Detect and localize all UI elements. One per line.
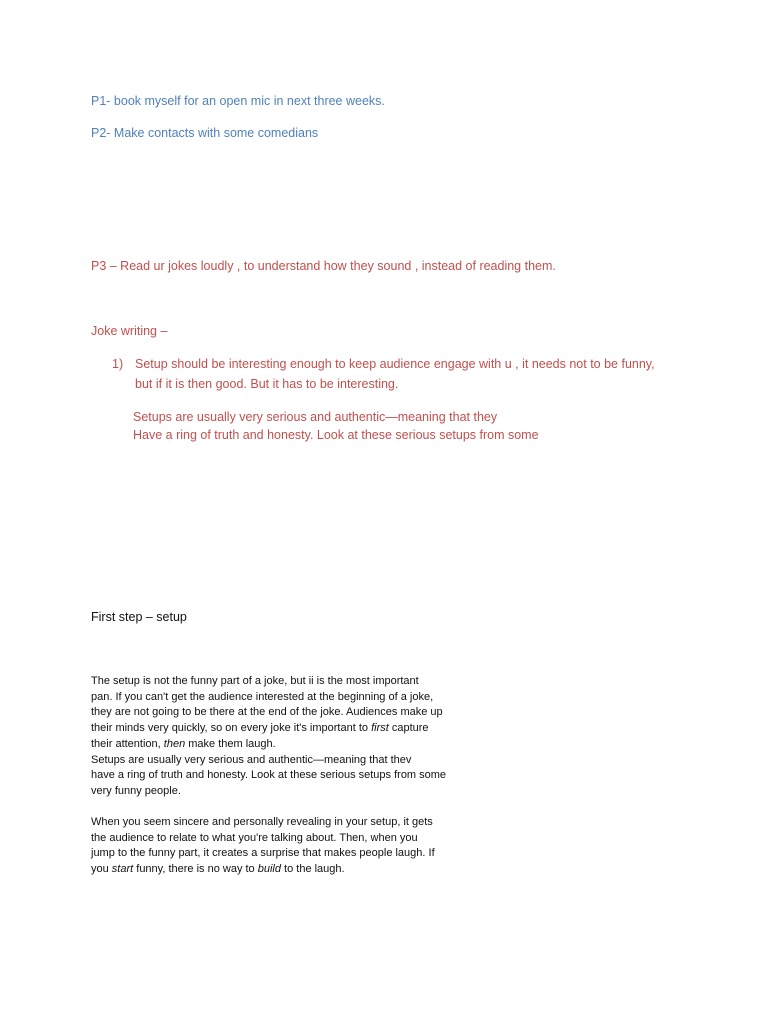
- paragraph-line: The setup is not the funny part of a joke, but ii is the most important: [91, 675, 419, 687]
- setup-paragraph-2: [91, 815, 471, 878]
- emphasis-then: then: [163, 737, 186, 750]
- setup-paragraph-1: [91, 674, 471, 800]
- list-item-text-line1: Setup should be interesting enough to keep audience engage with u , it needs not to be funny,: [135, 357, 655, 371]
- text-run: to the laugh.: [280, 863, 345, 876]
- paragraph-line: [91, 862, 471, 878]
- plan-item-p2: P2- Make contacts with some comedians: [91, 126, 319, 140]
- paragraph-line: [91, 721, 471, 737]
- paragraph-line: [91, 737, 471, 753]
- text-run: capture: [388, 722, 429, 735]
- text-run: their minds very quickly, so on every joke it's important to: [91, 722, 372, 735]
- list-number: 1): [112, 357, 124, 371]
- paragraph-line: very funny people.: [91, 784, 181, 797]
- text-run: their attention,: [91, 737, 164, 750]
- text-run: make them laugh.: [185, 737, 276, 750]
- text-run: you: [91, 863, 112, 876]
- plan-item-p1: P1- book myself for an open mic in next three weeks.: [91, 94, 385, 108]
- paragraph-line: jump to the funny part, it creates a surprise that makes people laugh. If: [91, 847, 435, 860]
- paragraph-line: Setups are usually very serious and authentic—meaning that thev: [91, 753, 412, 766]
- joke-writing-heading: Joke writing –: [91, 324, 168, 338]
- first-step-heading: First step – setup: [91, 610, 187, 624]
- paragraph-line: have a ring of truth and honesty. Look at these serious setups from some: [91, 769, 447, 782]
- emphasis-start: start: [111, 863, 134, 876]
- quote-line2: Have a ring of truth and honesty. Look at these serious setups from some: [133, 428, 539, 442]
- emphasis-first: first: [371, 722, 389, 735]
- paragraph-line: When you seem sincere and personally revealing in your setup, it gets: [91, 816, 433, 828]
- plan-item-p3: P3 – Read ur jokes loudly , to understand how they sound , instead of reading them.: [91, 259, 556, 273]
- list-item-text-line2: but if it is then good. But it has to be interesting.: [135, 377, 399, 391]
- text-run: funny, there is no way to: [133, 863, 258, 876]
- paragraph-line: they are not going to be there at the end of the joke. Audiences make up: [91, 706, 443, 719]
- emphasis-build: build: [257, 863, 281, 876]
- paragraph-line: pan. If you can't get the audience interested at the beginning of a joke,: [91, 690, 434, 703]
- quote-line1: Setups are usually very serious and authentic—meaning that they: [133, 410, 498, 424]
- paragraph-line: the audience to relate to what you're talking about. Then, when you: [91, 831, 418, 844]
